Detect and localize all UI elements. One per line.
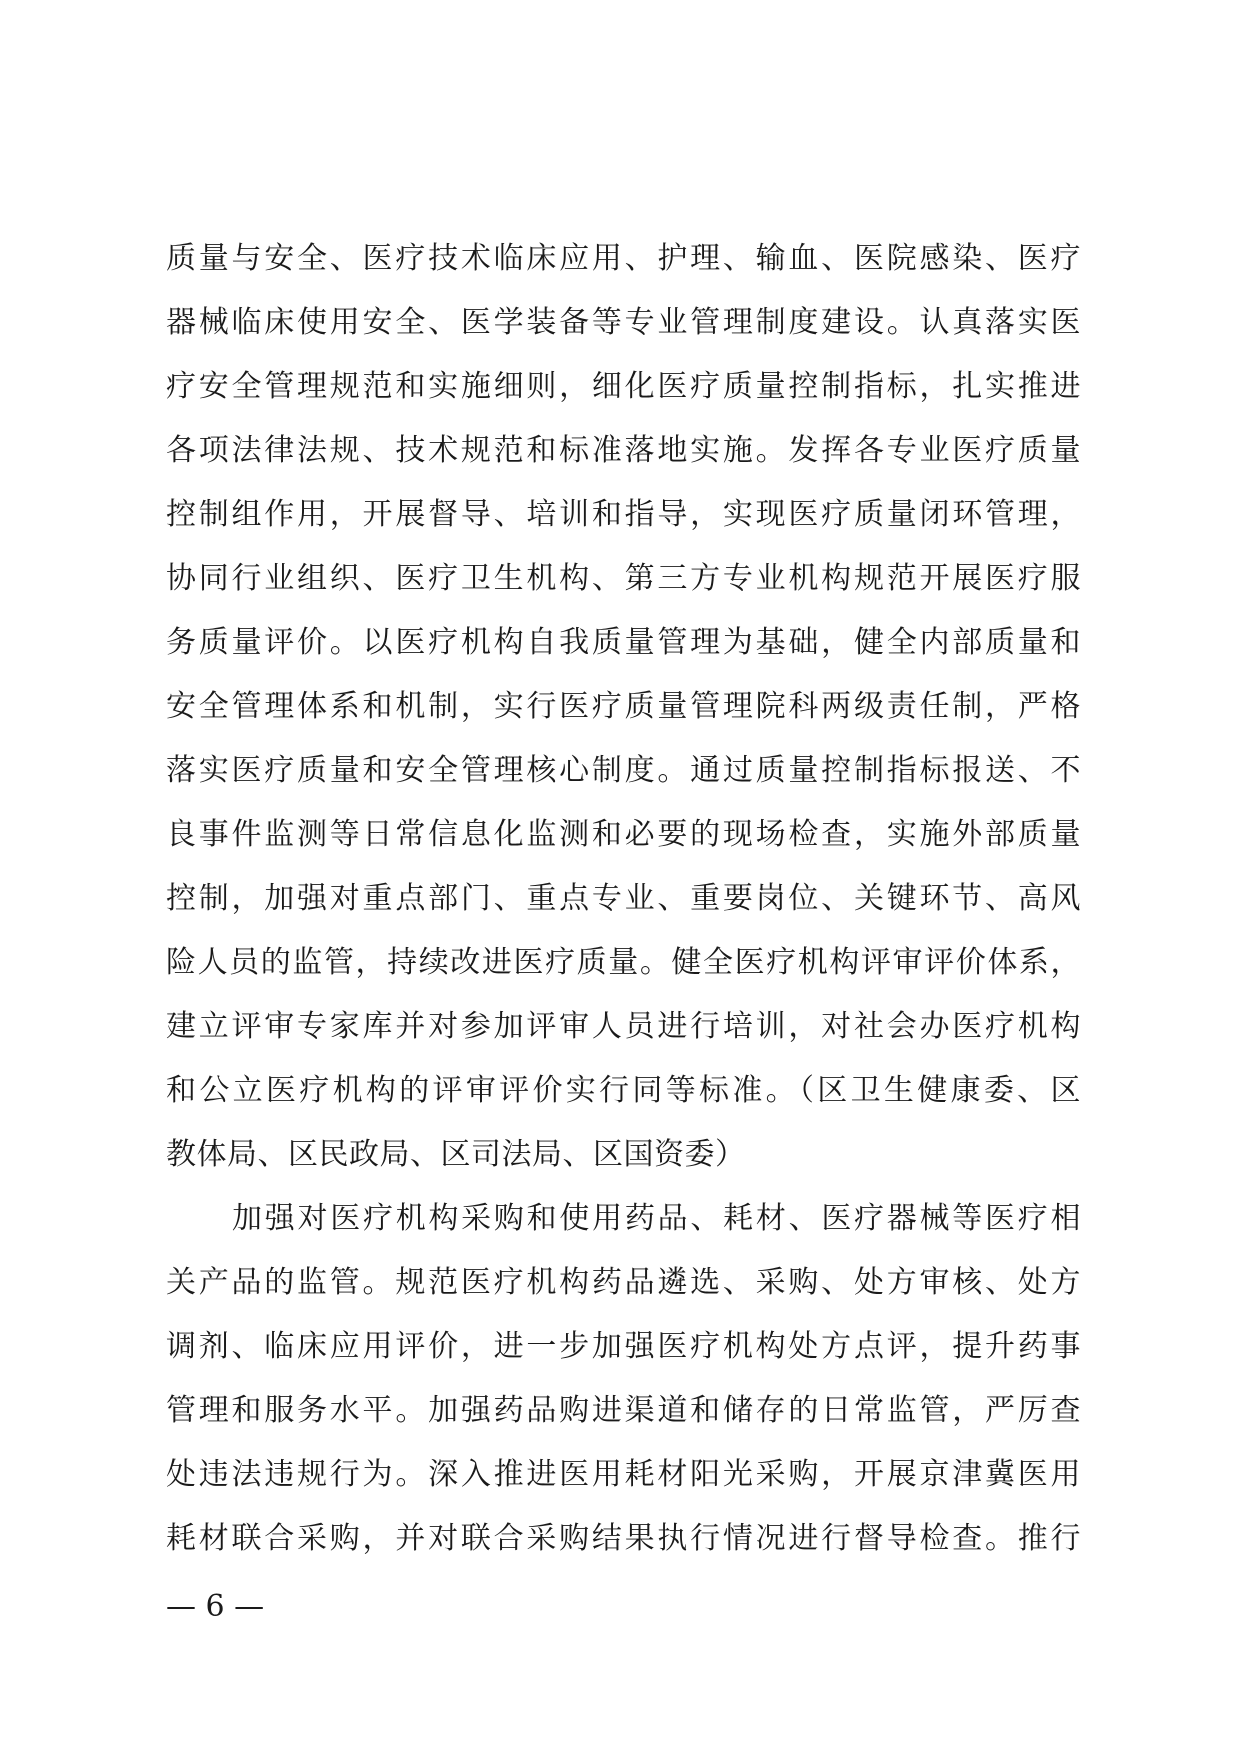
text-line: 管理和服务水平。加强药品购进渠道和储存的日常监管，严厉查 — [166, 1393, 1081, 1428]
text-line: 和公立医疗机构的评审评价实行同等标准。（区卫生健康委、区 — [166, 1073, 1081, 1108]
paragraph-2 — [166, 1187, 1081, 1571]
text-line: 建立评审专家库并对参加评审人员进行培训，对社会办医疗机构 — [166, 1009, 1081, 1044]
text-line: 安全管理体系和机制，实行医疗质量管理院科两级责任制，严格 — [166, 689, 1081, 724]
text-line: 良事件监测等日常信息化监测和必要的现场检查，实施外部质量 — [166, 817, 1081, 852]
text-line: 质量与安全、医疗技术临床应用、护理、输血、医院感染、医疗 — [166, 241, 1081, 276]
text-line: 调剂、临床应用评价，进一步加强医疗机构处方点评，提升药事 — [166, 1329, 1081, 1364]
text-line: 处违法违规行为。深入推进医用耗材阳光采购，开展京津冀医用 — [166, 1457, 1081, 1492]
text-line: 器械临床使用安全、医学装备等专业管理制度建设。认真落实医 — [166, 305, 1081, 340]
text-line: 落实医疗质量和安全管理核心制度。通过质量控制指标报送、不 — [166, 753, 1081, 788]
text-line: 务质量评价。以医疗机构自我质量管理为基础，健全内部质量和 — [166, 625, 1081, 660]
text-line: 疗安全管理规范和实施细则，细化医疗质量控制指标，扎实推进 — [166, 369, 1081, 404]
paragraph-1 — [166, 227, 1081, 1187]
text-line: 关产品的监管。规范医疗机构药品遴选、采购、处方审核、处方 — [166, 1265, 1081, 1300]
text-line: 耗材联合采购，并对联合采购结果执行情况进行督导检查。推行 — [166, 1521, 1081, 1556]
text-line: 控制，加强对重点部门、重点专业、重要岗位、关键环节、高风 — [166, 881, 1081, 916]
text-line: 加强对医疗机构采购和使用药品、耗材、医疗器械等医疗相 — [232, 1201, 1081, 1236]
text-line: 各项法律法规、技术规范和标准落地实施。发挥各专业医疗质量 — [166, 433, 1081, 468]
body-text — [166, 227, 1081, 1571]
text-line: 教体局、区民政局、区司法局、区国资委） — [166, 1137, 746, 1172]
text-line: 控制组作用，开展督导、培训和指导，实现医疗质量闭环管理， — [166, 497, 1081, 532]
text-line: 协同行业组织、医疗卫生机构、第三方专业机构规范开展医疗服 — [166, 561, 1081, 596]
page-number: — 6 — — [166, 1589, 265, 1624]
text-line: 险人员的监管，持续改进医疗质量。健全医疗机构评审评价体系， — [166, 945, 1081, 980]
